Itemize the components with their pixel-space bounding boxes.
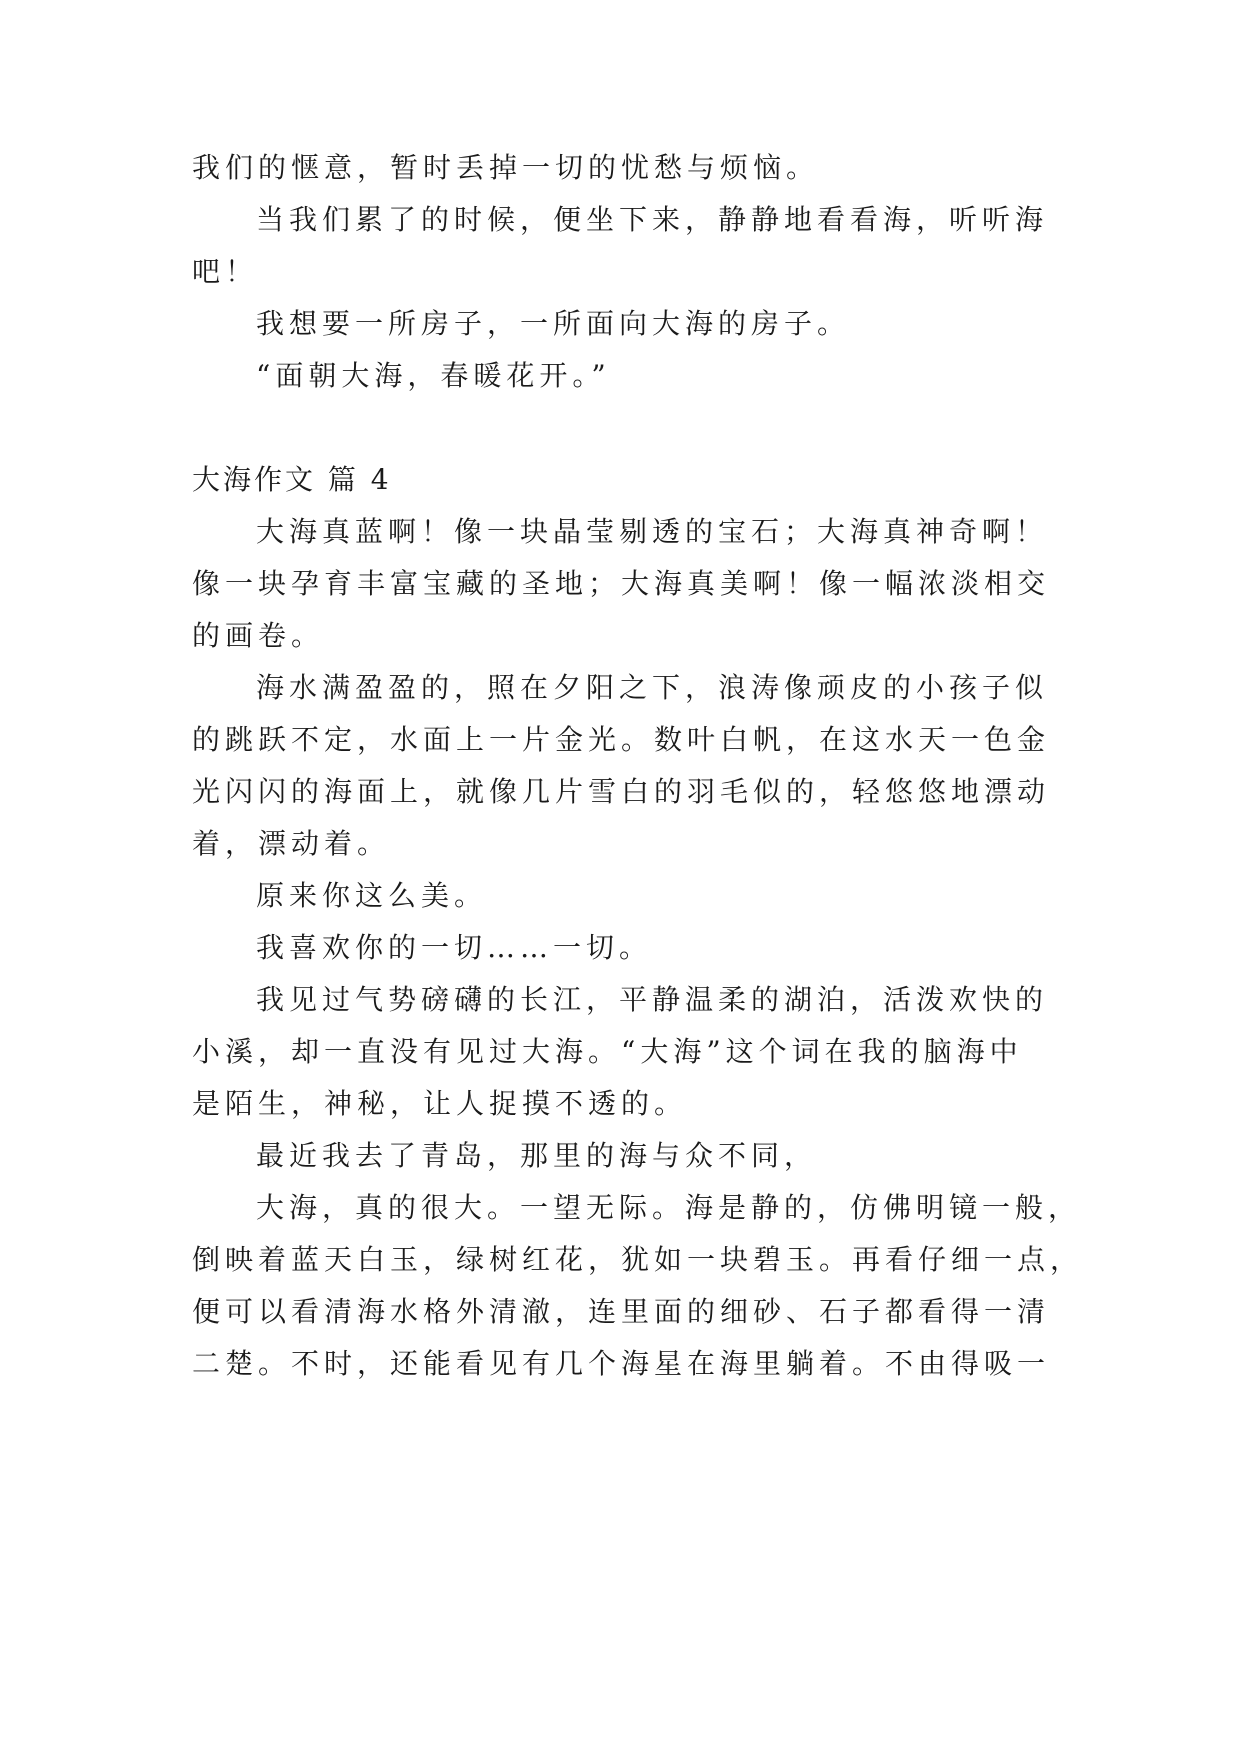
text-line: 最近我去了青岛，那里的海与众不同， <box>256 1139 818 1172</box>
text-line: 我们的惬意，暂时丢掉一切的忧愁与烦恼。 <box>192 151 820 184</box>
text-line: 大海，真的很大。一望无际。海是静的，仿佛明镜一般， <box>256 1191 1082 1224</box>
text-line: 小溪，却一直没有见过大海。“大海”这个词在我的脑海中 <box>192 1035 1023 1068</box>
text-line: 着，漂动着。 <box>192 827 391 860</box>
text-line: 光闪闪的海面上，就像几片雪白的羽毛似的，轻悠悠地漂动 <box>192 775 1051 808</box>
text-line: 像一块孕育丰富宝藏的圣地；大海真美啊！像一幅浓淡相交 <box>192 567 1051 600</box>
text-line: 便可以看清海水格外清澈，连里面的细砂、石子都看得一清 <box>192 1295 1051 1328</box>
section-heading: 大海作文 篇 4 <box>192 463 392 496</box>
text-line: 的跳跃不定，水面上一片金光。数叶白帆，在这水天一色金 <box>192 723 1051 756</box>
text-line: 海水满盈盈的，照在夕阳之下，浪涛像顽皮的小孩子似 <box>256 671 1049 704</box>
text-line: “面朝大海，春暖花开。” <box>256 359 611 392</box>
text-line: 当我们累了的时候，便坐下来，静静地看看海，听听海 <box>256 203 1049 236</box>
text-line: 倒映着蓝天白玉，绿树红花，犹如一块碧玉。再看仔细一点， <box>192 1243 1084 1276</box>
text-line: 大海真蓝啊！像一块晶莹剔透的宝石；大海真神奇啊！ <box>256 515 1049 548</box>
text-line: 我喜欢你的一切……一切。 <box>256 931 653 964</box>
text-line: 我想要一所房子，一所面向大海的房子。 <box>256 307 851 340</box>
text-line: 的画卷。 <box>192 619 325 652</box>
text-line: 吧！ <box>192 255 259 288</box>
text-line: 我见过气势磅礴的长江，平静温柔的湖泊，活泼欢快的 <box>256 983 1049 1016</box>
text-line: 原来你这么美。 <box>256 879 488 912</box>
text-line: 二楚。不时，还能看见有几个海星在海里躺着。不由得吸一 <box>192 1347 1051 1380</box>
text-line: 是陌生，神秘，让人捉摸不透的。 <box>192 1087 688 1120</box>
